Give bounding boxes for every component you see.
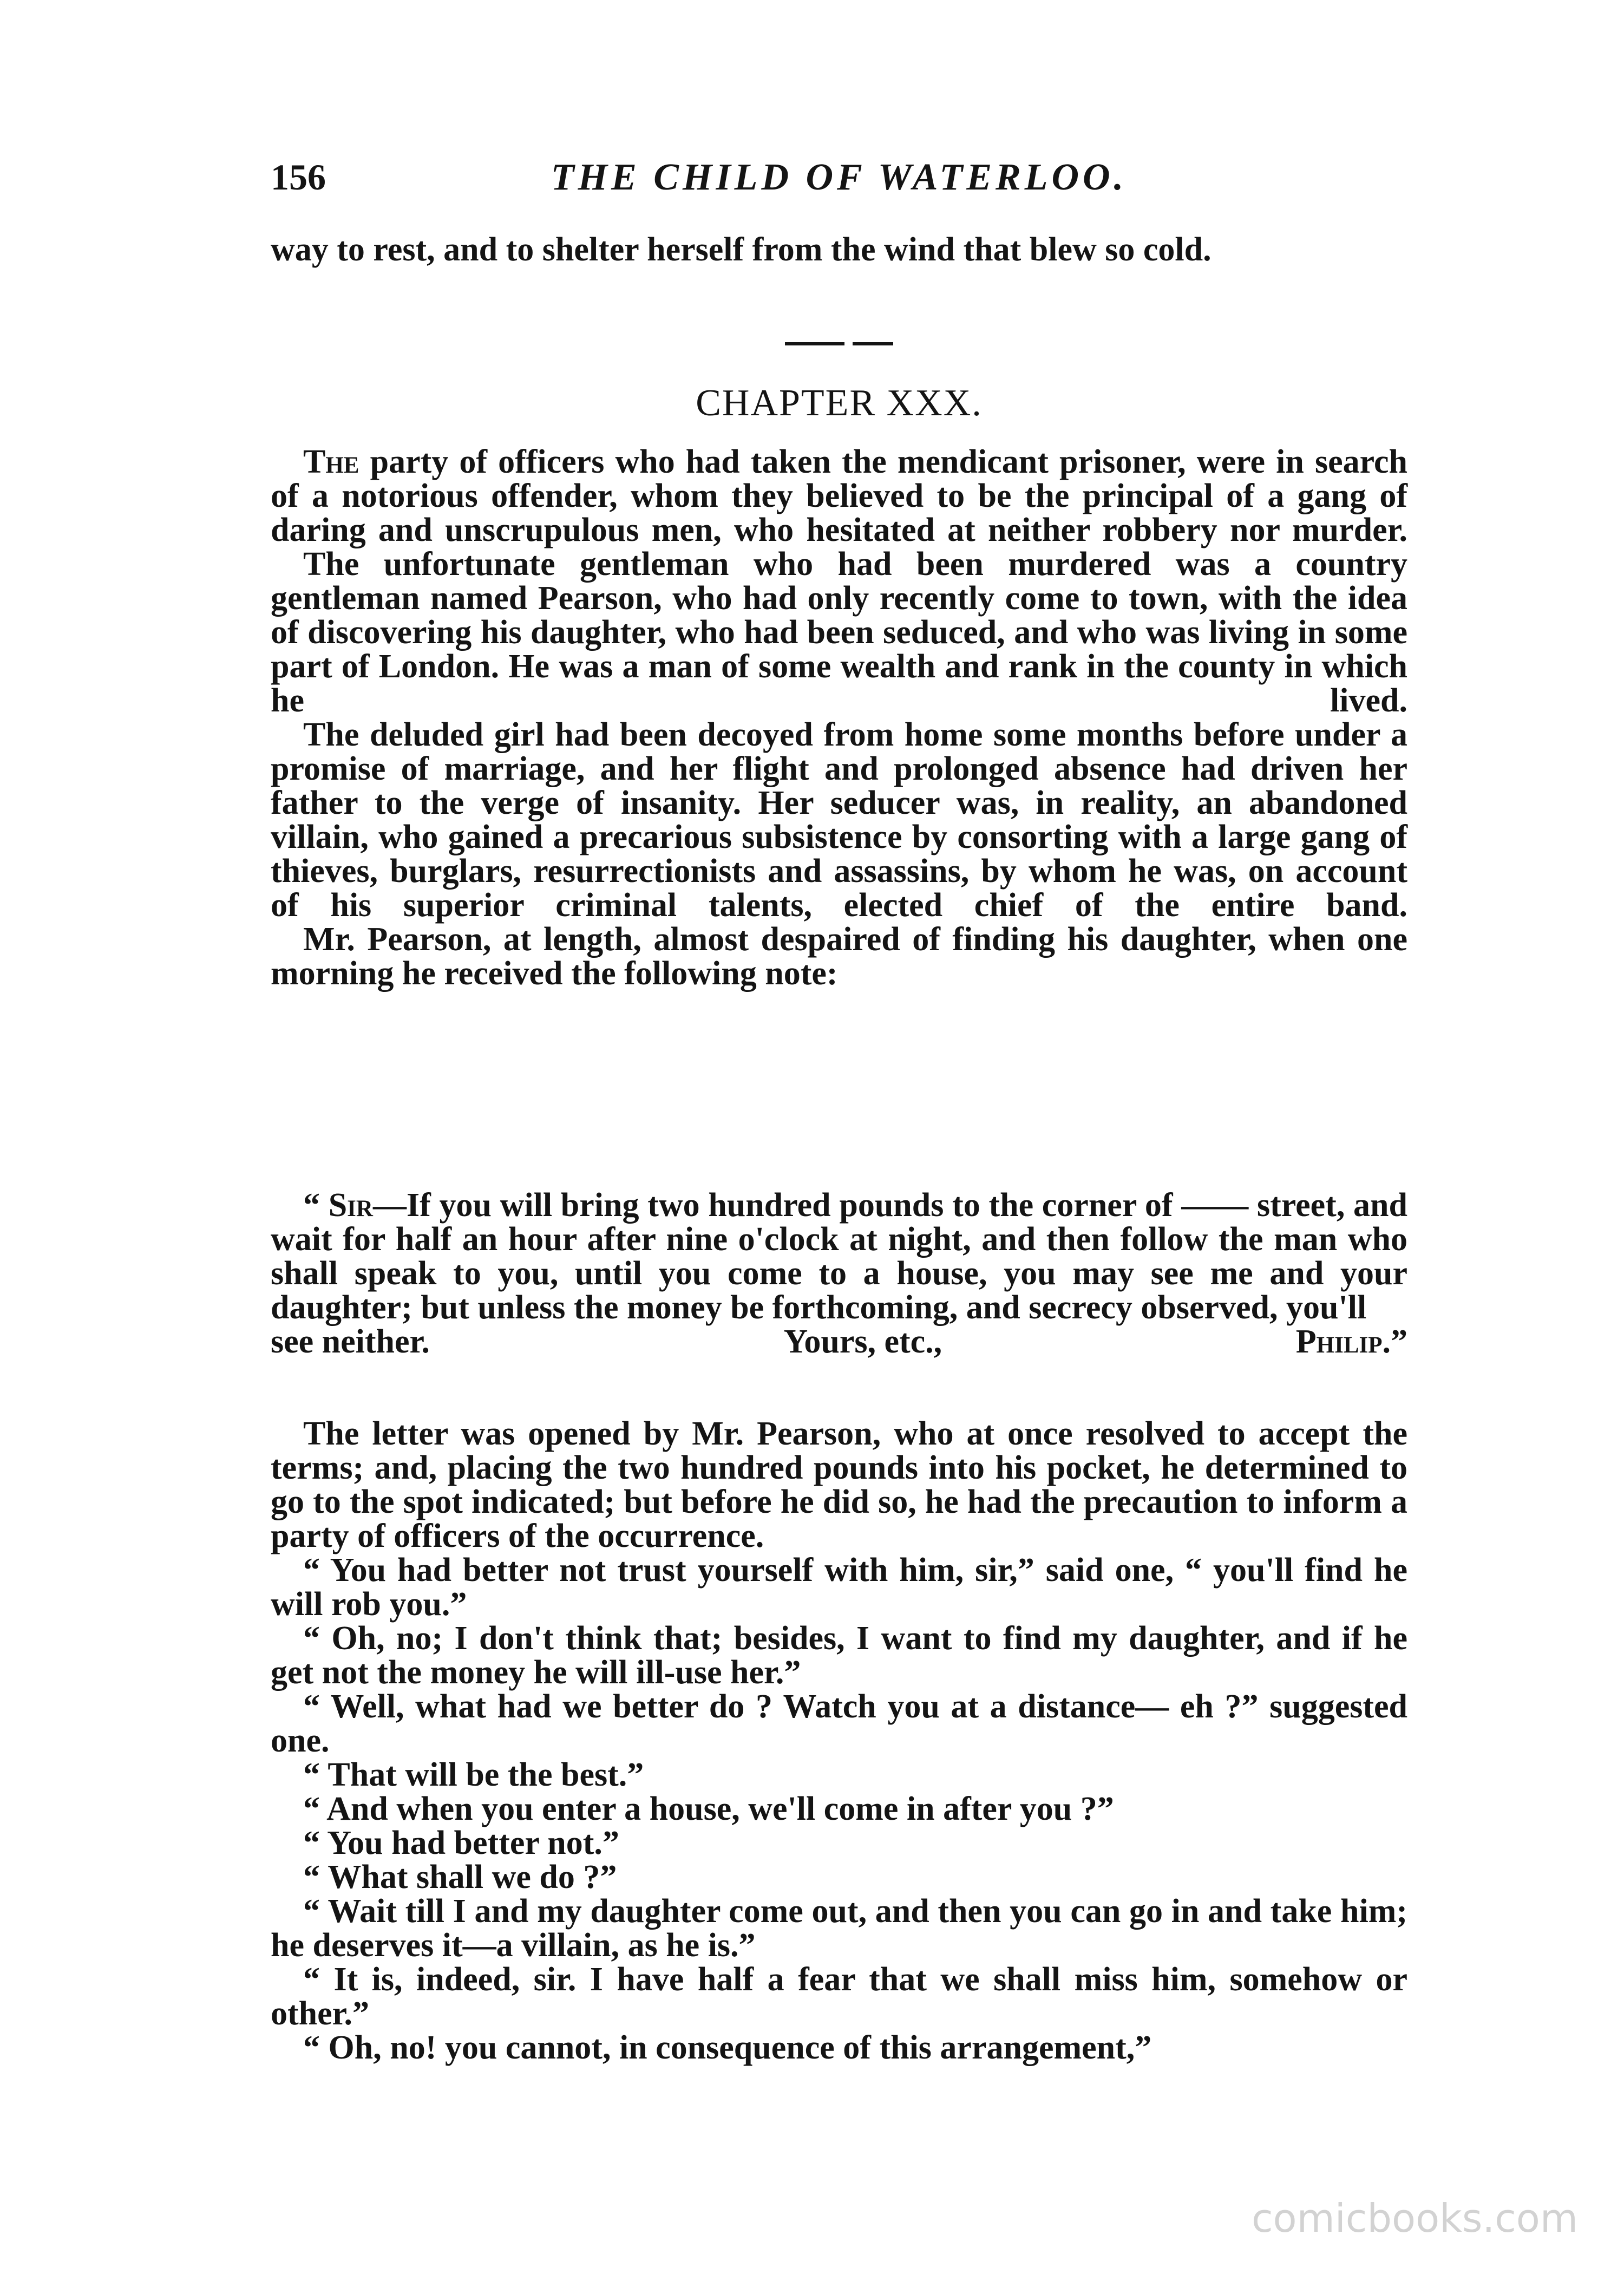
running-head: [271, 156, 1407, 199]
dialogue-section: [271, 1417, 1407, 2065]
carryover-text: way to rest, and to shelter herself from the wind that blew so cold.: [271, 231, 1212, 268]
letter-signature-line: [271, 1325, 1407, 1359]
chapter-body: [271, 445, 1407, 991]
paragraph-1: [271, 445, 1407, 547]
signature-close: .”: [1382, 1323, 1407, 1360]
letter-text: —If you will bring two hundred pounds to the corner of —— street, and wait for half an hour after nine o'clock at night, and then follow the man who shall speak to you, until you come to a house, you may see me and your daughter; but unless the money be forthcoming, and secrecy observed, you'll: [271, 1187, 1407, 1326]
letter: [271, 1188, 1407, 1359]
chapter-heading: CHAPTER XXX.: [696, 382, 983, 424]
section-divider: [785, 342, 893, 345]
paragraph-5: The letter was opened by Mr. Pearson, who at once resolved to accept the terms; and, placing the two hundred pounds into his pocket, he determined to go to the spot indicated; but before he did so, he had the precaution to inform a party of officers of the occurrence.: [271, 1415, 1407, 1554]
letter-salutation: Sir: [328, 1187, 373, 1224]
dialogue-line-1: “ You had better not trust yourself with him, sir,” said one, “ you'll find he will rob you.”: [271, 1552, 1407, 1623]
paragraph-4: Mr. Pearson, at length, almost despaired of finding his daughter, when one morning he received the following note:: [271, 921, 1407, 992]
letter-body: [271, 1188, 1407, 1325]
dialogue-line-7: “ What shall we do ?”: [303, 1859, 617, 1896]
dialogue-line-10: “ Oh, no! you cannot, in consequence of this arrangement,”: [303, 2029, 1152, 2066]
paragraph-1-text: party of officers who had taken the mendicant prisoner, were in search of a notorious offender, whom they believed to be the principal of a gang of daring and unscrupulous men, who hesitated at neither robbery nor murder.: [271, 443, 1407, 548]
paragraph-2: The unfortunate gentleman who had been murdered was a country gentleman named Pearson, who had only recently come to town, with the idea of discovering his daughter, who had been seduced, and who was living in some part of London. He was a man of some wealth and rank in the county in which he lived.: [271, 546, 1407, 719]
signature-name: Philip: [1295, 1323, 1383, 1360]
page-number: 156: [271, 156, 326, 198]
letter-signature: [1296, 1325, 1407, 1359]
running-title: THE CHILD OF WATERLOO.: [551, 156, 1128, 198]
dialogue-line-5: “ And when you enter a house, we'll come in after you ?”: [303, 1791, 1114, 1827]
dialogue-line-6: “ You had better not.”: [303, 1825, 619, 1861]
paragraph-3: The deluded girl had been decoyed from home some months before under a promise of marriage, and her flight and prolonged absence had driven her father to the verge of insanity. Her seducer was, in reality, an abandoned villain, who gained a precarious subsistence by consorting with a large gang of thieves, burglars, resurrectionists and assassins, by whom he was, on account of his superior criminal talents, elected chief of the entire band.: [271, 716, 1407, 924]
dialogue-line-8: “ Wait till I and my daughter come out, and then you can go in and take him; he deserves it—a villain, as he is.”: [271, 1893, 1407, 1964]
letter-valediction: Yours, etc.,: [783, 1323, 942, 1360]
carryover-paragraph: [271, 233, 1407, 267]
letter-closing-text: see neither.: [271, 1323, 430, 1360]
letter-open-quote: “: [303, 1187, 329, 1224]
dialogue-line-3: “ Well, what had we better do ? Watch you at a distance— eh ?” suggested one.: [271, 1688, 1407, 1759]
watermark: comicbooks.com: [1251, 2195, 1578, 2241]
dialogue-line-9: “ It is, indeed, sir. I have half a fear that we shall miss him, somehow or other.”: [271, 1961, 1407, 2032]
dialogue-line-2: “ Oh, no; I don't think that; besides, I want to find my daughter, and if he get not the money he will ill-use her.”: [271, 1620, 1407, 1691]
dialogue-line-4: “ That will be the best.”: [303, 1756, 644, 1793]
paragraph-1-opening: The: [303, 443, 359, 480]
